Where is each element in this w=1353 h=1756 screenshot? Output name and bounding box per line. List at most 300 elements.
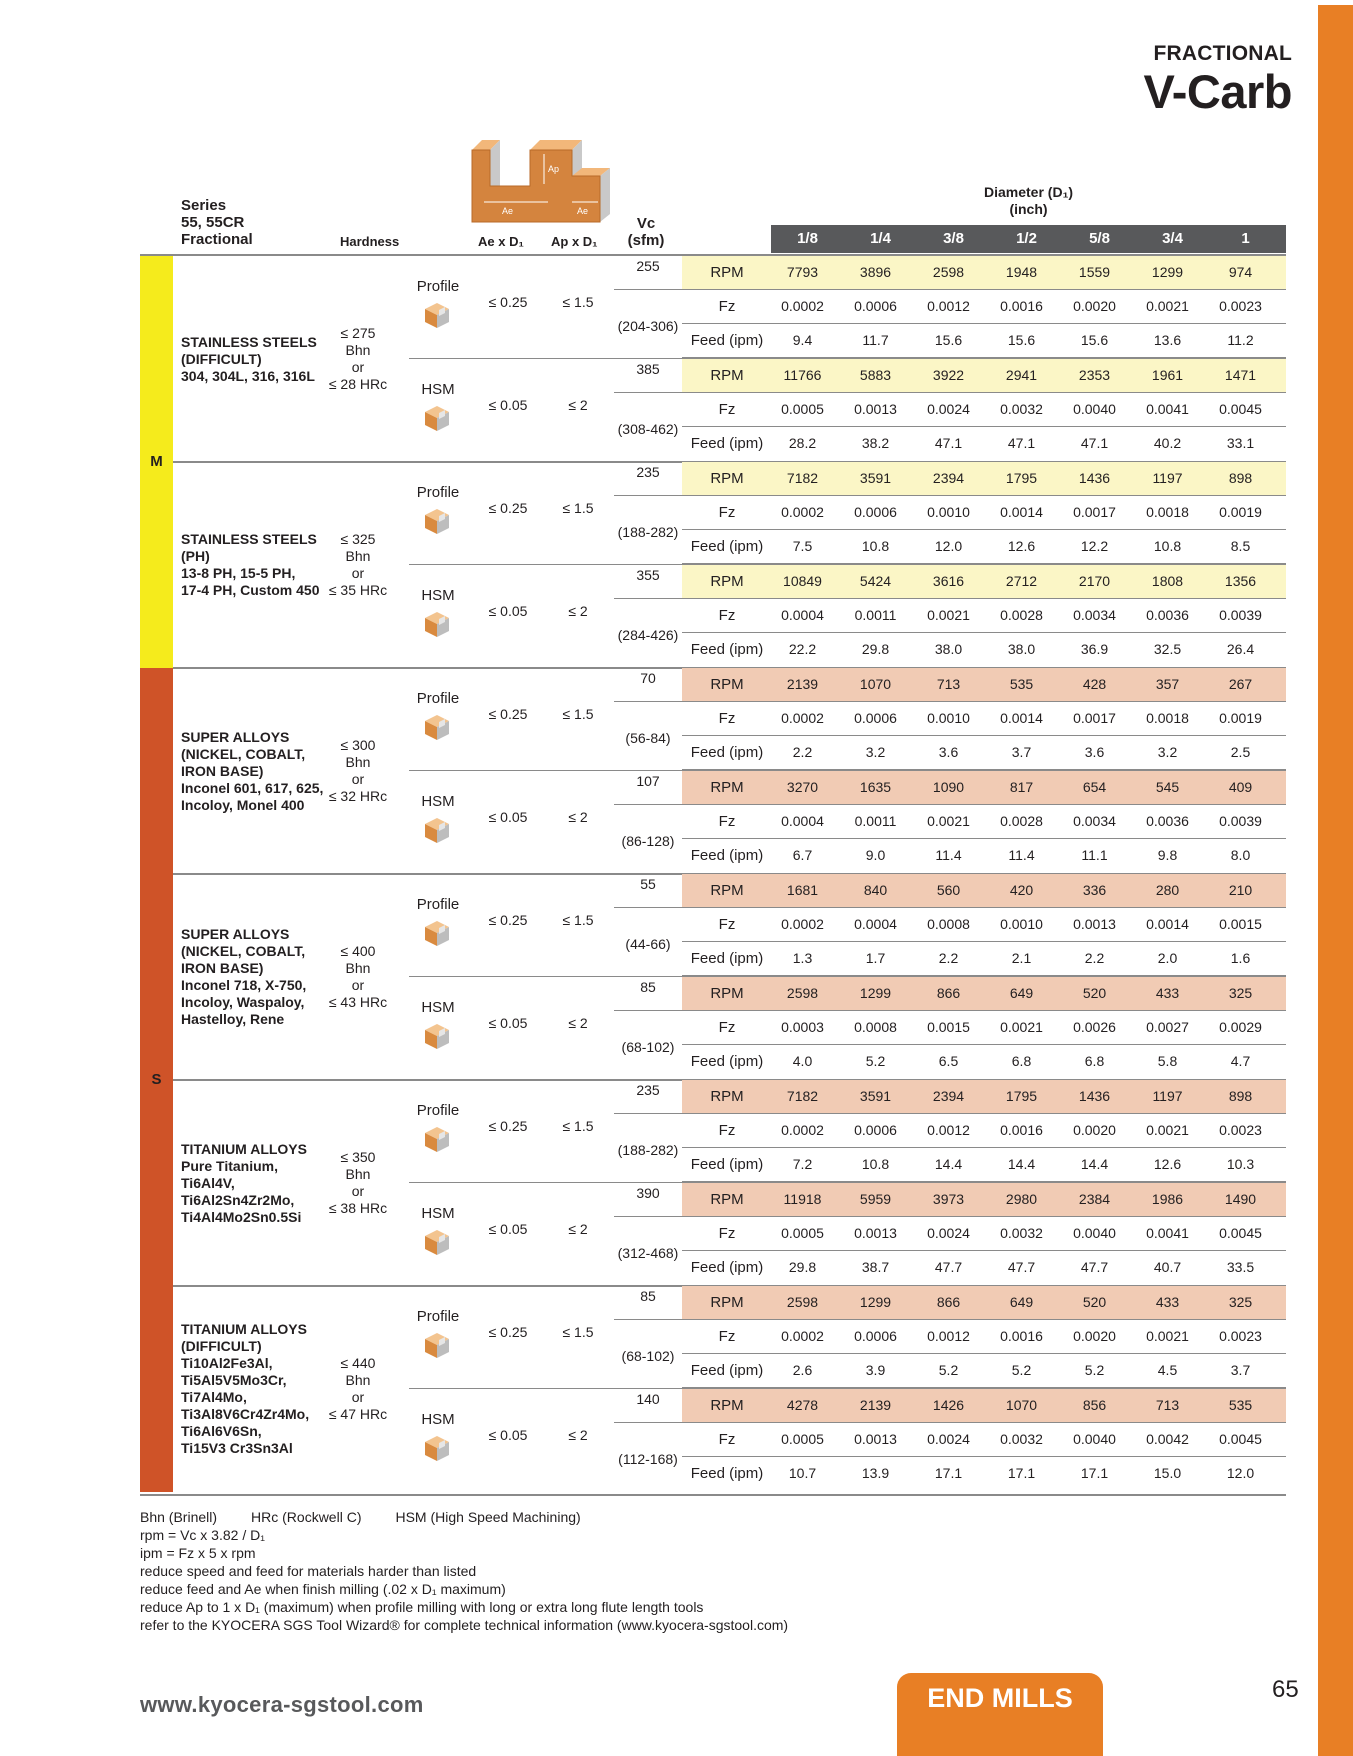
fz-cell: 0.0013 [854, 401, 897, 417]
strategy-label: HSM [421, 793, 455, 810]
fz-cell: 0.0010 [1000, 916, 1043, 932]
ap-value: ≤ 2 [568, 397, 588, 413]
hardness-line: or [351, 977, 365, 993]
feed-cell: 3.7 [1230, 1362, 1251, 1378]
feed-cell: 14.4 [934, 1156, 963, 1172]
vc-value: 85 [640, 979, 656, 995]
note-finish-milling: reduce feed and Ae when finish milling (.02 x D₁ maximum) [140, 1581, 506, 1597]
series-line-1: Series [181, 197, 227, 214]
cube-icon [423, 816, 451, 844]
fz-cell: 0.0028 [1000, 813, 1043, 829]
feed-cell: 47.7 [934, 1259, 963, 1275]
vc-range: (86-128) [621, 833, 675, 849]
diagram-ae-label-left: Ae [502, 206, 514, 216]
hardness-line: ≤ 38 HRc [328, 1200, 388, 1216]
rpm-row [682, 874, 1286, 908]
material-group [173, 1080, 1286, 1286]
material-line: TITANIUM ALLOYS [181, 1321, 307, 1337]
strategy-label: Profile [416, 1102, 460, 1119]
material-line: Ti7Al4Mo, [181, 1389, 247, 1405]
fz-cell: 0.0024 [927, 1225, 970, 1241]
vc-range: (188-282) [617, 524, 679, 540]
vc-divider [614, 804, 682, 805]
vc-value: 235 [636, 464, 660, 480]
feed-cell: 8.5 [1230, 538, 1251, 554]
fz-cell: 0.0039 [1219, 813, 1262, 829]
ap-value: ≤ 1.5 [562, 294, 594, 310]
rpm-label: RPM [710, 573, 744, 590]
feed-cell: 14.4 [1080, 1156, 1109, 1172]
fz-cell: 0.0005 [781, 1431, 824, 1447]
rpm-cell: 11918 [783, 1191, 822, 1207]
material-line: TITANIUM ALLOYS [181, 1140, 307, 1157]
feed-cell: 12.6 [1007, 538, 1036, 554]
section-tab-label: END MILLS [927, 1683, 1073, 1713]
fz-cell: 0.0012 [927, 1328, 970, 1344]
fz-cell: 0.0006 [854, 504, 897, 520]
fz-cell: 0.0004 [781, 607, 824, 623]
rpm-cell: 1471 [1224, 367, 1257, 383]
hardness-line: ≤ 47 HRc [328, 1406, 388, 1422]
vc-value: 107 [636, 773, 660, 789]
strategy-label: Profile [416, 278, 460, 295]
fz-cell: 0.0045 [1219, 1431, 1262, 1447]
cube-icon [423, 1228, 451, 1256]
feed-cell: 2.2 [938, 950, 959, 966]
fz-cell: 0.0024 [927, 1431, 970, 1447]
strategy-label: HSM [421, 587, 455, 604]
material-line: Ti10Al2Fe3Al, [181, 1355, 273, 1371]
diameter-bar [771, 225, 1286, 253]
fz-cell: 0.0006 [854, 1122, 897, 1138]
feed-cell: 47.1 [1007, 435, 1036, 451]
fz-cell: 0.0008 [854, 1019, 897, 1035]
material-group [173, 668, 1286, 874]
rpm-cell: 2980 [1005, 1191, 1038, 1207]
rpm-cell: 428 [1082, 676, 1107, 692]
ae-value: ≤ 0.05 [488, 1427, 528, 1443]
fz-cell: 0.0021 [1000, 1019, 1043, 1035]
strategy-divider [409, 1388, 1286, 1389]
rpm-cell: 325 [1228, 985, 1253, 1001]
fz-cell: 0.0040 [1073, 1225, 1116, 1241]
rpm-cell: 1948 [1005, 264, 1038, 280]
fz-cell: 0.0021 [1146, 1122, 1189, 1138]
feed-cell: 29.8 [861, 641, 890, 657]
feed-cell: 11.1 [1081, 847, 1108, 863]
feed-cell: 7.5 [792, 538, 813, 554]
ap-value: ≤ 1.5 [562, 1118, 594, 1134]
fz-cell: 0.0005 [781, 1225, 824, 1241]
fz-cell: 0.0041 [1146, 1225, 1189, 1241]
fz-cell: 0.0014 [1000, 504, 1043, 520]
material-line: STAINLESS STEELS [181, 531, 317, 547]
material-line: Incoloy, Monel 400 [181, 796, 305, 813]
material-line: 13-8 PH, 15-5 PH, [181, 565, 296, 581]
material-line: Ti15V3 Cr3Sn3Al [181, 1440, 293, 1456]
cube-icon [423, 301, 451, 329]
material-line: SUPER ALLOYS [181, 728, 290, 745]
rpm-label: RPM [710, 779, 744, 796]
rpm-label: RPM [710, 676, 744, 693]
vc-divider [614, 701, 682, 702]
fz-cell: 0.0032 [1000, 401, 1043, 417]
feed-cell: 26.4 [1226, 641, 1255, 657]
feed-cell: 5.2 [865, 1053, 886, 1069]
diameter-line-1: Diameter (D₁) [983, 184, 1074, 200]
category-label: FRACTIONAL [1153, 42, 1292, 65]
diameter-7: 1 [1241, 230, 1250, 247]
fz-cell: 0.0018 [1146, 710, 1189, 726]
feed-cell: 2.0 [1157, 950, 1178, 966]
fz-label: Fz [718, 1431, 736, 1448]
ae-value: ≤ 0.25 [488, 706, 528, 722]
ae-value: ≤ 0.05 [488, 1015, 528, 1031]
fz-label: Fz [718, 1328, 736, 1345]
rpm-cell: 433 [1155, 985, 1180, 1001]
fz-label: Fz [718, 813, 736, 830]
rpm-cell: 2598 [932, 264, 965, 280]
feed-cell: 2.2 [792, 744, 813, 760]
rpm-cell: 1197 [1152, 470, 1183, 486]
strategy-profile [173, 668, 1286, 771]
website-url[interactable]: www.kyocera-sgstool.com [140, 1692, 424, 1717]
rpm-cell: 4278 [786, 1397, 819, 1413]
strategy-hsm [173, 1183, 1286, 1286]
feed-cell: 33.1 [1226, 435, 1255, 451]
feed-cell: 2.2 [1084, 950, 1105, 966]
fz-cell: 0.0036 [1146, 813, 1189, 829]
strategy-hsm [173, 771, 1286, 874]
rpm-cell: 357 [1155, 676, 1180, 692]
ap-value: ≤ 2 [568, 1427, 588, 1443]
ap-value: ≤ 1.5 [562, 706, 594, 722]
fz-label: Fz [718, 1019, 736, 1036]
material-line: Ti6Al2Sn4Zr2Mo, [181, 1191, 295, 1208]
feed-row [682, 942, 1286, 976]
hardness-line: ≤ 325 Bhn [340, 531, 376, 564]
series-header [181, 197, 253, 248]
rpm-cell: 654 [1082, 779, 1107, 795]
fz-cell: 0.0039 [1219, 607, 1262, 623]
strategy-label: Profile [416, 484, 460, 501]
feed-label: Feed (ipm) [690, 435, 764, 452]
hardness-header: Hardness [340, 234, 400, 249]
feed-cell: 11.4 [935, 847, 962, 863]
feed-cell: 3.7 [1011, 744, 1032, 760]
rpm-cell: 545 [1155, 779, 1180, 795]
diameter-header [771, 184, 1286, 218]
product-title: V-Carb [1143, 65, 1292, 118]
ae-value: ≤ 0.25 [488, 294, 528, 310]
note-rpm-formula: rpm = Vc x 3.82 / D₁ [140, 1527, 265, 1543]
fz-cell: 0.0012 [927, 1122, 970, 1138]
fz-cell: 0.0036 [1146, 607, 1189, 623]
fz-cell: 0.0045 [1219, 1225, 1262, 1241]
vc-range: (44-66) [625, 936, 671, 952]
rpm-row [682, 256, 1286, 290]
rpm-cell: 1197 [1152, 1088, 1183, 1104]
rpm-label: RPM [710, 1294, 744, 1311]
vc-divider [614, 392, 682, 393]
rpm-cell: 3591 [859, 1088, 892, 1104]
fz-cell: 0.0020 [1073, 1122, 1116, 1138]
material-line: (PH) [181, 548, 210, 564]
rpm-cell: 1559 [1078, 264, 1111, 280]
rpm-cell: 2170 [1078, 573, 1111, 589]
feed-cell: 6.7 [792, 847, 813, 863]
fz-row [682, 496, 1286, 530]
feed-cell: 1.3 [792, 950, 813, 966]
feed-cell: 12.2 [1080, 538, 1109, 554]
rpm-cell: 267 [1228, 676, 1253, 692]
feed-cell: 12.0 [934, 538, 963, 554]
strategy-divider [409, 770, 1286, 771]
material-line: Inconel 718, X-750, [181, 977, 307, 993]
material-group [173, 256, 1286, 462]
feed-cell: 15.0 [1153, 1465, 1182, 1481]
fz-cell: 0.0004 [781, 813, 824, 829]
iso-group-m [140, 256, 173, 668]
fz-cell: 0.0002 [781, 916, 824, 932]
vc-value: 140 [636, 1391, 660, 1407]
feed-cell: 3.2 [1157, 744, 1178, 760]
rpm-row [682, 1080, 1286, 1114]
feed-cell: 8.0 [1230, 847, 1251, 863]
rpm-cell: 3896 [859, 264, 892, 280]
feed-cell: 4.5 [1157, 1362, 1178, 1378]
rpm-row [682, 668, 1286, 702]
feed-cell: 3.9 [865, 1362, 886, 1378]
fz-cell: 0.0019 [1219, 710, 1262, 726]
vc-range: (56-84) [625, 730, 671, 746]
rpm-cell: 11766 [783, 367, 822, 383]
feed-cell: 29.8 [788, 1259, 817, 1275]
vc-range: (68-102) [621, 1348, 675, 1364]
feed-label: Feed (ipm) [690, 1465, 764, 1482]
rpm-cell: 898 [1228, 470, 1253, 486]
vc-value: 255 [636, 258, 660, 274]
rpm-cell: 5959 [859, 1191, 892, 1207]
rpm-cell: 3973 [932, 1191, 965, 1207]
feed-cell: 1.6 [1230, 950, 1251, 966]
rpm-row [682, 565, 1286, 599]
hardness-line: ≤ 43 HRc [328, 994, 388, 1010]
rpm-label: RPM [710, 1191, 744, 1208]
fz-cell: 0.0006 [854, 1328, 897, 1344]
feed-label: Feed (ipm) [690, 1362, 764, 1379]
fz-cell: 0.0013 [1073, 916, 1116, 932]
rpm-cell: 7793 [786, 264, 819, 280]
feed-cell: 2.1 [1011, 950, 1032, 966]
fz-cell: 0.0023 [1219, 1122, 1262, 1138]
fz-cell: 0.0006 [854, 710, 897, 726]
hardness-line: ≤ 400 Bhn [340, 943, 376, 976]
feed-cell: 6.5 [938, 1053, 959, 1069]
rpm-cell: 856 [1082, 1397, 1107, 1413]
vc-value: 355 [636, 567, 660, 583]
rpm-label: RPM [710, 470, 744, 487]
vc-range: (68-102) [621, 1039, 675, 1055]
vc-value: 85 [640, 1288, 656, 1304]
vc-value: 70 [640, 670, 656, 686]
fz-cell: 0.0018 [1146, 504, 1189, 520]
ae-value: ≤ 0.25 [488, 1324, 528, 1340]
note-profile-milling: reduce Ap to 1 x D₁ (maximum) when profile milling with long or extra long flute length tools [140, 1599, 704, 1615]
strategy-hsm [173, 977, 1286, 1080]
fz-cell: 0.0013 [854, 1431, 897, 1447]
strategy-profile [173, 256, 1286, 359]
material-line: (NICKEL, COBALT, [181, 745, 306, 762]
rpm-cell: 649 [1009, 1294, 1034, 1310]
strategy-label: HSM [421, 999, 455, 1016]
feed-row [682, 1148, 1286, 1182]
ap-value: ≤ 2 [568, 1221, 588, 1237]
rpm-cell: 1299 [1151, 264, 1184, 280]
rpm-cell: 649 [1009, 985, 1034, 1001]
feed-cell: 5.8 [1157, 1053, 1178, 1069]
ap-value: ≤ 2 [568, 809, 588, 825]
feed-cell: 5.2 [938, 1362, 959, 1378]
cube-icon [423, 404, 451, 432]
vc-divider [614, 1216, 682, 1217]
side-accent-bar [1318, 5, 1353, 1756]
feed-label: Feed (ipm) [690, 744, 764, 761]
fz-cell: 0.0029 [1219, 1019, 1262, 1035]
rpm-cell: 1426 [932, 1397, 965, 1413]
rpm-cell: 840 [863, 882, 888, 898]
hardness-line: ≤ 350 Bhn [340, 1149, 376, 1182]
strategy-profile [173, 874, 1286, 977]
fz-cell: 0.0014 [1146, 916, 1189, 932]
feed-cell: 15.6 [934, 332, 963, 348]
feed-cell: 5.2 [1084, 1362, 1105, 1378]
cube-icon [423, 1022, 451, 1050]
hardness-line: or [351, 1183, 365, 1199]
fz-cell: 0.0010 [927, 710, 970, 726]
fz-cell: 0.0002 [781, 504, 824, 520]
fz-row [682, 290, 1286, 324]
diameter-5: 5/8 [1089, 230, 1110, 247]
table-bottom-rule [140, 1494, 1286, 1496]
strategy-hsm [173, 1389, 1286, 1492]
feed-cell: 4.0 [792, 1053, 813, 1069]
ap-value: ≤ 1.5 [562, 500, 594, 516]
diameter-6: 3/4 [1162, 230, 1183, 247]
fz-cell: 0.0042 [1146, 1431, 1189, 1447]
feed-cell: 7.2 [792, 1156, 813, 1172]
fz-cell: 0.0027 [1146, 1019, 1189, 1035]
feed-row [682, 736, 1286, 770]
vc-divider [614, 1319, 682, 1320]
strategy-label: HSM [421, 1205, 455, 1222]
feed-cell: 10.8 [861, 1156, 890, 1172]
fz-cell: 0.0021 [1146, 1328, 1189, 1344]
feed-label: Feed (ipm) [690, 1053, 764, 1070]
fz-cell: 0.0002 [781, 710, 824, 726]
rpm-cell: 1070 [859, 676, 892, 692]
material-line: Inconel 601, 617, 625, [181, 779, 324, 796]
rpm-row [682, 1389, 1286, 1423]
feed-cell: 22.2 [788, 641, 817, 657]
fz-row [682, 1011, 1286, 1045]
rpm-cell: 7182 [786, 1088, 819, 1104]
fz-cell: 0.0032 [1000, 1225, 1043, 1241]
fz-cell: 0.0019 [1219, 504, 1262, 520]
strategy-label: Profile [416, 690, 460, 707]
diameter-4: 1/2 [1016, 230, 1037, 247]
rpm-cell: 1090 [932, 779, 965, 795]
series-line-3: Fractional [181, 231, 253, 248]
feed-cell: 14.4 [1007, 1156, 1036, 1172]
rpm-cell: 1436 [1078, 1088, 1111, 1104]
legend-bhn: Bhn (Brinell) [140, 1509, 218, 1525]
fz-cell: 0.0013 [854, 1225, 897, 1241]
strategy-divider [409, 976, 1286, 977]
strategy-label: HSM [421, 1411, 455, 1428]
feed-label: Feed (ipm) [690, 847, 764, 864]
material-line: Incoloy, Waspaloy, [181, 994, 305, 1010]
vc-divider [614, 1010, 682, 1011]
fz-cell: 0.0014 [1000, 710, 1043, 726]
ap-value: ≤ 1.5 [562, 1324, 594, 1340]
ae-value: ≤ 0.05 [488, 809, 528, 825]
fz-row [682, 393, 1286, 427]
feed-label: Feed (ipm) [690, 950, 764, 967]
material-group [173, 1286, 1286, 1492]
feed-cell: 3.6 [1084, 744, 1105, 760]
vc-divider [614, 495, 682, 496]
feed-row [682, 324, 1286, 358]
rpm-cell: 535 [1009, 676, 1034, 692]
feed-row [682, 1354, 1286, 1388]
fz-cell: 0.0011 [854, 607, 897, 623]
rpm-cell: 2941 [1005, 367, 1038, 383]
ae-value: ≤ 0.25 [488, 500, 528, 516]
material-line: Pure Titanium, [181, 1157, 278, 1174]
feed-cell: 12.0 [1226, 1465, 1255, 1481]
fz-cell: 0.0017 [1073, 504, 1116, 520]
feed-cell: 17.1 [1007, 1465, 1036, 1481]
feed-cell: 47.1 [1080, 435, 1109, 451]
feed-label: Feed (ipm) [690, 641, 764, 658]
rpm-cell: 1681 [786, 882, 819, 898]
rpm-row [682, 462, 1286, 496]
material-line: Ti3Al8V6Cr4Zr4Mo, [181, 1406, 310, 1422]
material-line: 304, 304L, 316, 316L [181, 367, 315, 384]
rpm-cell: 5883 [859, 367, 892, 383]
rpm-cell: 560 [936, 882, 961, 898]
rpm-cell: 1356 [1224, 573, 1257, 589]
rpm-cell: 2712 [1005, 573, 1038, 589]
page-number: 65 [1272, 1676, 1299, 1703]
rpm-cell: 1299 [859, 985, 892, 1001]
rpm-cell: 898 [1228, 1088, 1253, 1104]
section-tab [897, 1673, 1103, 1756]
vc-line-2: (sfm) [627, 232, 665, 249]
vc-range: (312-468) [617, 1245, 679, 1261]
fz-cell: 0.0021 [1146, 298, 1189, 314]
rpm-cell: 1490 [1224, 1191, 1257, 1207]
iso-group-label: M [150, 453, 163, 470]
rpm-cell: 974 [1228, 264, 1253, 280]
fz-cell: 0.0034 [1073, 813, 1116, 829]
feed-label: Feed (ipm) [690, 332, 764, 349]
feed-cell: 38.2 [861, 435, 890, 451]
fz-row [682, 908, 1286, 942]
material-line: (DIFFICULT) [181, 1338, 262, 1354]
feed-cell: 17.1 [1080, 1465, 1109, 1481]
